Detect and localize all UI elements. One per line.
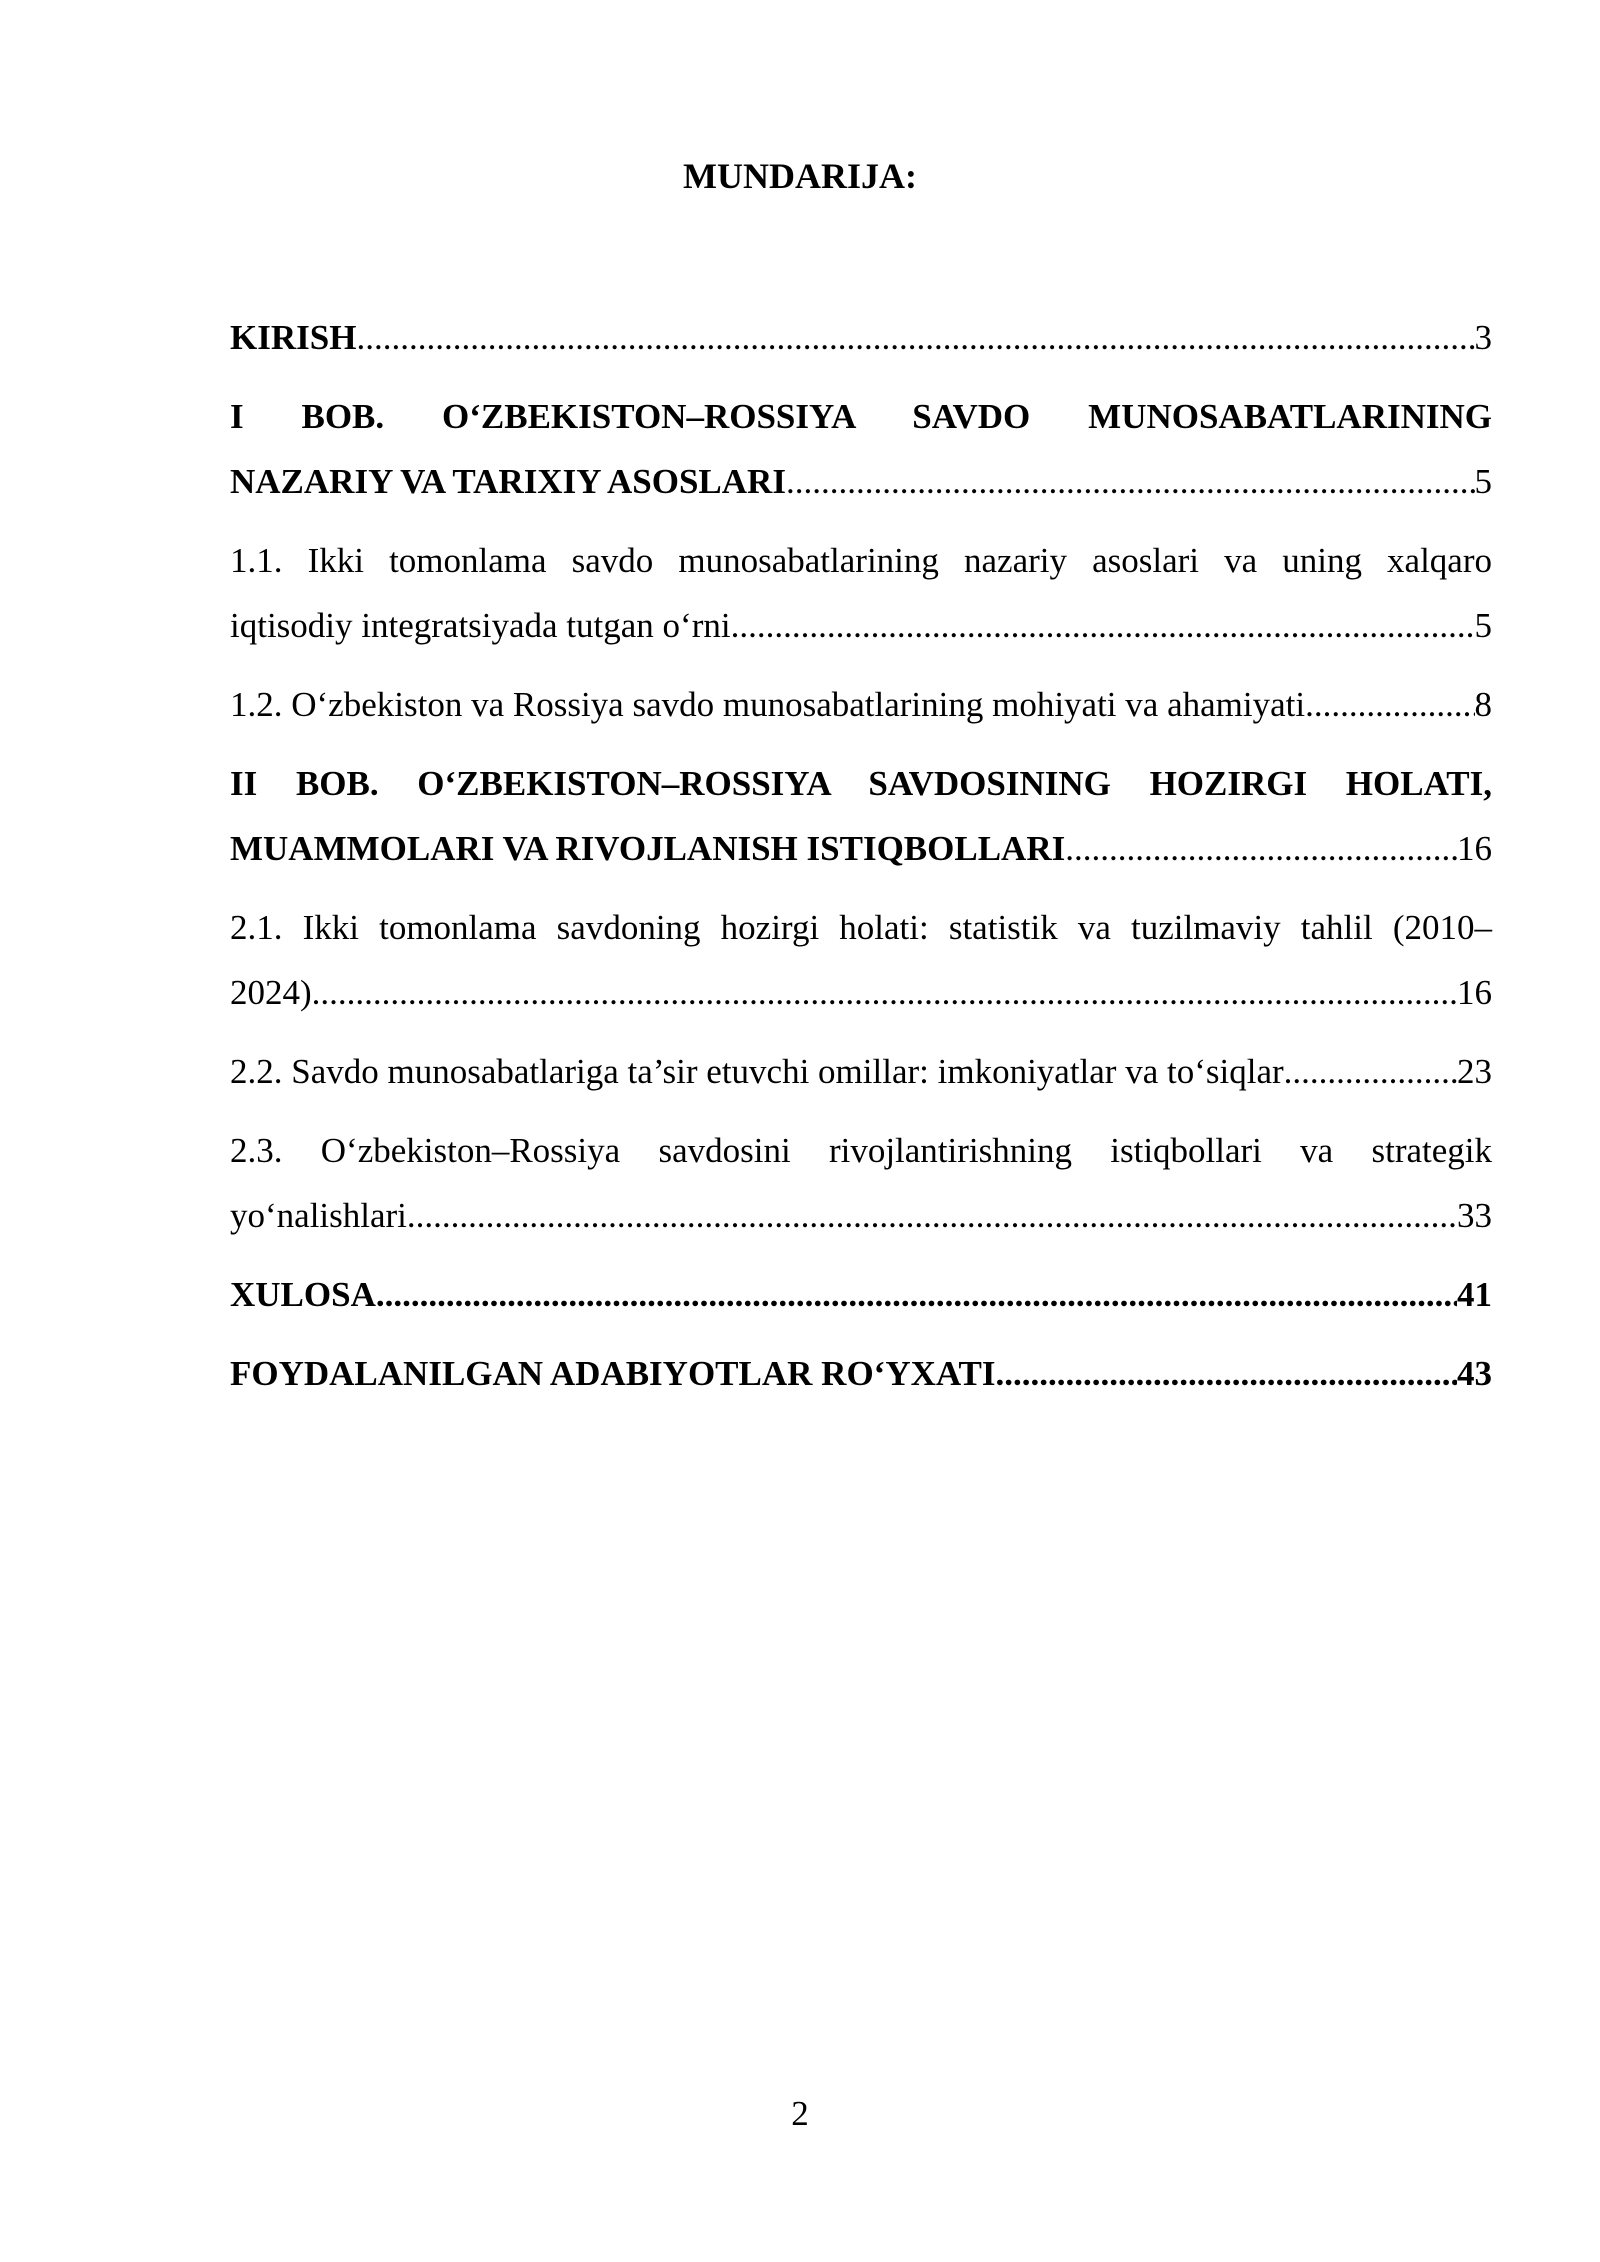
page-title: MUNDARIJA:	[683, 156, 917, 196]
toc-entry-label: 1.2. O‘zbekiston va Rossiya savdo munosabatlarining mohiyati va ahamiyati	[230, 685, 1306, 724]
toc-entry-section-2-2[interactable]	[230, 1039, 1492, 1104]
toc-entry-section-1-2[interactable]	[230, 672, 1492, 737]
toc-page-number: 5	[1474, 606, 1492, 645]
toc-entry-first-line: 2.1. Ikki tomonlama savdoning hozirgi holati: statistik va tuzilmaviy tahlil (2010–	[230, 908, 1492, 947]
toc-entry-first-line: I BOB. O‘ZBEKISTON–ROSSIYA SAVDO MUNOSABATLARINING	[230, 397, 1492, 436]
toc-dot-leader	[1284, 1039, 1457, 1104]
toc-dot-leader	[1305, 672, 1474, 737]
toc-page-number: 41	[1457, 1275, 1492, 1314]
toc-entry-label: iqtisodiy integratsiyada tutgan o‘rni	[230, 606, 731, 645]
toc-page-number: 16	[1457, 973, 1492, 1012]
toc-entry-line	[230, 449, 1492, 514]
toc-entry-line	[230, 305, 1492, 370]
toc-dot-leader	[356, 305, 1474, 370]
toc-entry-label: 2.2. Savdo munosabatlariga ta’sir etuvchi omillar: imkoniyatlar va to‘siqlar	[230, 1052, 1284, 1091]
toc-page-number: 8	[1474, 685, 1492, 724]
toc-dot-leader	[376, 1262, 1457, 1327]
toc-dot-leader	[1065, 816, 1457, 881]
toc-dot-leader	[407, 1183, 1457, 1248]
toc-entry-line	[230, 1039, 1492, 1104]
toc-entry-label: 2024)	[230, 973, 312, 1012]
toc-page-number: 43	[1457, 1354, 1492, 1393]
toc-entry-label: XULOSA	[230, 1275, 376, 1314]
toc-entry-label: FOYDALANILGAN ADABIYOTLAR RO‘YXATI	[230, 1354, 996, 1393]
toc-entry-line	[230, 672, 1492, 737]
toc-entry-line	[230, 1183, 1492, 1248]
toc-entry-line	[230, 1341, 1492, 1406]
toc-entry-label: yo‘nalishlari	[230, 1196, 407, 1235]
toc-page-number: 16	[1457, 829, 1492, 868]
toc-entry-chapter-2[interactable]	[230, 751, 1492, 881]
table-of-contents	[230, 305, 1492, 1420]
toc-entry-label: KIRISH	[230, 318, 357, 357]
toc-page-number: 5	[1474, 462, 1492, 501]
toc-entry-line	[230, 1262, 1492, 1327]
toc-page-number: 23	[1457, 1052, 1492, 1091]
toc-dot-leader	[996, 1341, 1457, 1406]
toc-dot-leader	[312, 960, 1457, 1025]
toc-entry-label: NAZARIY VA TARIXIY ASOSLARI	[230, 462, 786, 501]
toc-page-number: 33	[1457, 1196, 1492, 1235]
toc-dot-leader	[731, 593, 1475, 658]
toc-entry-section-2-3[interactable]	[230, 1118, 1492, 1248]
toc-entry-xulosa[interactable]	[230, 1262, 1492, 1327]
toc-entry-references[interactable]	[230, 1341, 1492, 1406]
toc-page-number: 3	[1474, 318, 1492, 357]
toc-entry-chapter-1[interactable]	[230, 384, 1492, 514]
toc-entry-section-2-1[interactable]	[230, 895, 1492, 1025]
toc-entry-line	[230, 960, 1492, 1025]
toc-entry-line	[230, 593, 1492, 658]
toc-dot-leader	[786, 449, 1475, 514]
toc-entry-line	[230, 816, 1492, 881]
page-number: 2	[791, 2094, 809, 2133]
toc-entry-section-1-1[interactable]	[230, 528, 1492, 658]
toc-entry-first-line: 2.3. O‘zbekiston–Rossiya savdosini rivojlantirishning istiqbollari va strategik	[230, 1131, 1492, 1170]
toc-entry-label: MUAMMOLARI VA RIVOJLANISH ISTIQBOLLARI	[230, 829, 1066, 868]
toc-entry-first-line: 1.1. Ikki tomonlama savdo munosabatlarining nazariy asoslari va uning xalqaro	[230, 541, 1492, 580]
toc-entry-first-line: II BOB. O‘ZBEKISTON–ROSSIYA SAVDOSINING HOZIRGI HOLATI,	[230, 764, 1492, 803]
toc-entry-kirish[interactable]	[230, 305, 1492, 370]
